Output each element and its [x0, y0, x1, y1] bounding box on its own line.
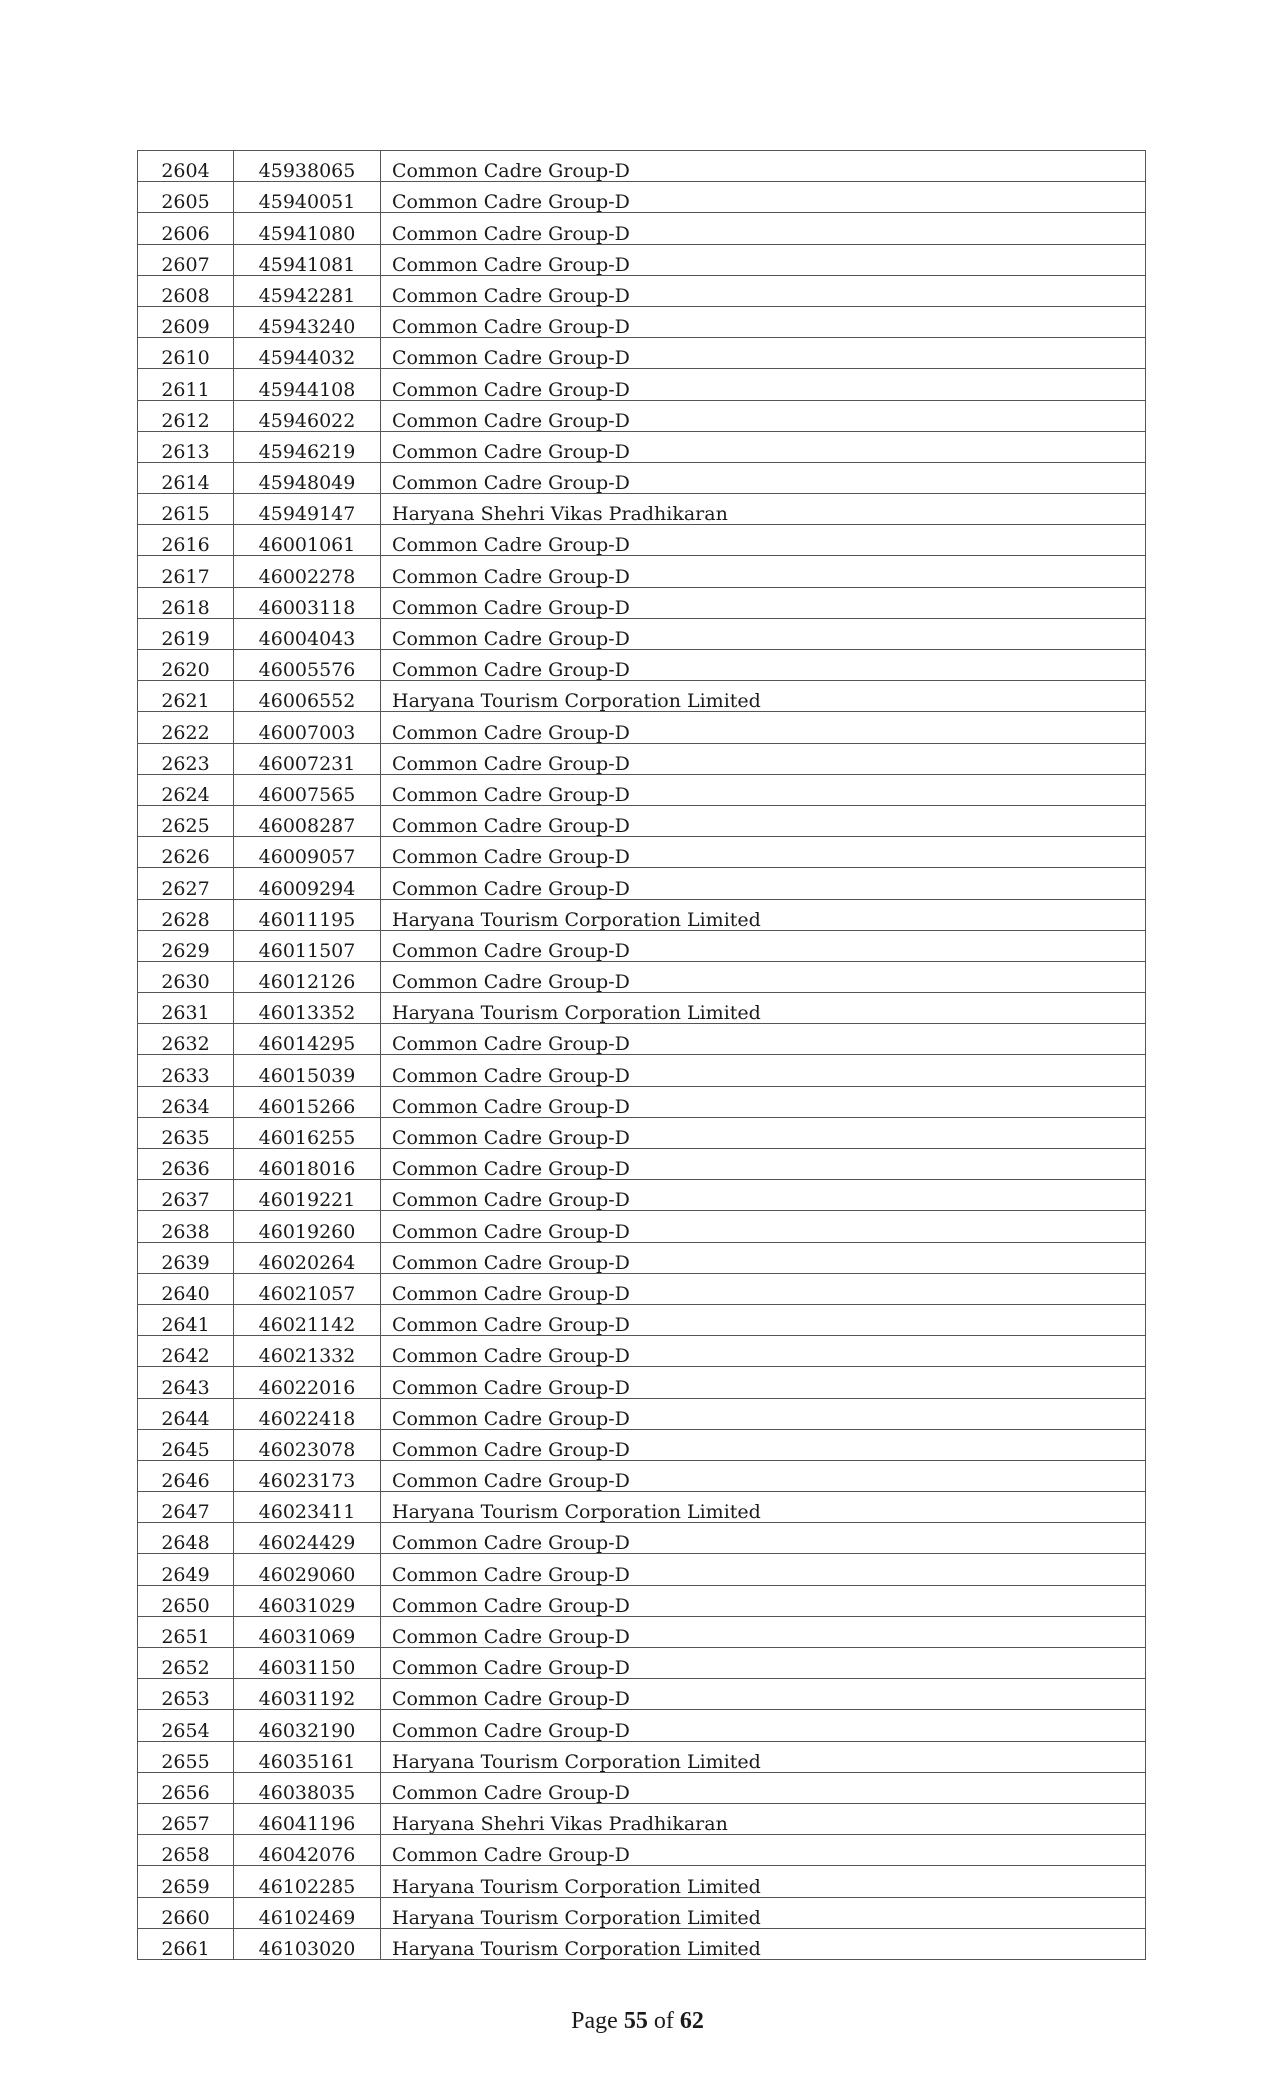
table-row	[138, 1679, 1146, 1710]
table-row	[138, 1304, 1146, 1335]
department-cell: Common Cadre Group-D	[381, 743, 1146, 774]
roll-number-cell: 46016255	[234, 1117, 381, 1148]
table-row	[138, 1367, 1146, 1398]
department-cell: Common Cadre Group-D	[381, 1024, 1146, 1055]
department-cell: Common Cadre Group-D	[381, 1336, 1146, 1367]
serial-number-cell: 2638	[138, 1211, 234, 1242]
serial-number-cell: 2651	[138, 1616, 234, 1647]
roll-number-cell: 46021332	[234, 1336, 381, 1367]
roll-number-cell: 46003118	[234, 587, 381, 618]
table-row	[138, 930, 1146, 961]
department-cell: Common Cadre Group-D	[381, 1242, 1146, 1273]
serial-number-cell: 2631	[138, 993, 234, 1024]
department-cell: Common Cadre Group-D	[381, 805, 1146, 836]
roll-number-cell: 46015266	[234, 1086, 381, 1117]
roll-number-cell: 46007565	[234, 774, 381, 805]
roll-number-cell: 45943240	[234, 306, 381, 337]
table-row	[138, 1897, 1146, 1928]
roll-number-cell: 46001061	[234, 525, 381, 556]
department-cell: Common Cadre Group-D	[381, 1117, 1146, 1148]
table-row	[138, 868, 1146, 899]
roll-number-cell: 46014295	[234, 1024, 381, 1055]
department-cell: Common Cadre Group-D	[381, 1616, 1146, 1647]
page-label: Page	[571, 2008, 618, 2034]
table-row	[138, 1055, 1146, 1086]
department-cell: Common Cadre Group-D	[381, 244, 1146, 275]
table-row	[138, 525, 1146, 556]
serial-number-cell: 2613	[138, 431, 234, 462]
table-row	[138, 1460, 1146, 1491]
serial-number-cell: 2607	[138, 244, 234, 275]
roll-number-cell: 46009057	[234, 837, 381, 868]
page-footer	[0, 2008, 1275, 2035]
roll-number-cell: 46007231	[234, 743, 381, 774]
roll-number-cell: 46009294	[234, 868, 381, 899]
department-cell: Haryana Tourism Corporation Limited	[381, 1866, 1146, 1897]
serial-number-cell: 2636	[138, 1149, 234, 1180]
department-cell: Common Cadre Group-D	[381, 431, 1146, 462]
department-cell: Common Cadre Group-D	[381, 1429, 1146, 1460]
serial-number-cell: 2632	[138, 1024, 234, 1055]
serial-number-cell: 2625	[138, 805, 234, 836]
roll-number-cell: 46031150	[234, 1648, 381, 1679]
roll-number-cell: 46005576	[234, 650, 381, 681]
roll-number-cell: 46002278	[234, 556, 381, 587]
serial-number-cell: 2659	[138, 1866, 234, 1897]
table-row	[138, 618, 1146, 649]
serial-number-cell: 2660	[138, 1897, 234, 1928]
roll-number-cell: 46035161	[234, 1741, 381, 1772]
department-cell: Common Cadre Group-D	[381, 182, 1146, 213]
roll-number-cell: 46013352	[234, 993, 381, 1024]
table-row	[138, 743, 1146, 774]
department-cell: Common Cadre Group-D	[381, 961, 1146, 992]
serial-number-cell: 2611	[138, 369, 234, 400]
roll-number-cell: 45941080	[234, 213, 381, 244]
serial-number-cell: 2653	[138, 1679, 234, 1710]
department-cell: Haryana Tourism Corporation Limited	[381, 681, 1146, 712]
roll-number-cell: 46015039	[234, 1055, 381, 1086]
department-cell: Common Cadre Group-D	[381, 1554, 1146, 1585]
roll-number-cell: 45948049	[234, 462, 381, 493]
table-row	[138, 1523, 1146, 1554]
serial-number-cell: 2614	[138, 462, 234, 493]
table-row	[138, 1429, 1146, 1460]
department-cell: Haryana Tourism Corporation Limited	[381, 1741, 1146, 1772]
serial-number-cell: 2623	[138, 743, 234, 774]
serial-number-cell: 2604	[138, 151, 234, 182]
serial-number-cell: 2634	[138, 1086, 234, 1117]
department-cell: Common Cadre Group-D	[381, 338, 1146, 369]
table-row	[138, 1180, 1146, 1211]
department-cell: Haryana Tourism Corporation Limited	[381, 1897, 1146, 1928]
table-row	[138, 369, 1146, 400]
department-cell: Common Cadre Group-D	[381, 1679, 1146, 1710]
serial-number-cell: 2657	[138, 1803, 234, 1834]
roll-number-cell: 46004043	[234, 618, 381, 649]
serial-number-cell: 2612	[138, 400, 234, 431]
table-row	[138, 182, 1146, 213]
roll-number-cell: 45946022	[234, 400, 381, 431]
serial-number-cell: 2621	[138, 681, 234, 712]
department-cell: Common Cadre Group-D	[381, 1086, 1146, 1117]
roll-number-cell: 46019260	[234, 1211, 381, 1242]
serial-number-cell: 2606	[138, 213, 234, 244]
table-row	[138, 1086, 1146, 1117]
serial-number-cell: 2645	[138, 1429, 234, 1460]
roll-number-cell: 46023173	[234, 1460, 381, 1491]
serial-number-cell: 2615	[138, 494, 234, 525]
serial-number-cell: 2630	[138, 961, 234, 992]
table-row	[138, 837, 1146, 868]
table-row	[138, 275, 1146, 306]
roll-number-cell: 45938065	[234, 151, 381, 182]
department-cell: Common Cadre Group-D	[381, 1585, 1146, 1616]
table-row	[138, 1928, 1146, 1959]
roll-number-cell: 46103020	[234, 1928, 381, 1959]
roll-number-cell: 46020264	[234, 1242, 381, 1273]
department-cell: Haryana Tourism Corporation Limited	[381, 1928, 1146, 1959]
department-cell: Common Cadre Group-D	[381, 1180, 1146, 1211]
serial-number-cell: 2649	[138, 1554, 234, 1585]
roll-number-cell: 45940051	[234, 182, 381, 213]
roll-number-cell: 46102285	[234, 1866, 381, 1897]
roll-number-cell: 46031192	[234, 1679, 381, 1710]
results-table-body	[138, 151, 1146, 1960]
serial-number-cell: 2656	[138, 1772, 234, 1803]
roll-number-cell: 45944032	[234, 338, 381, 369]
roll-number-cell: 46031069	[234, 1616, 381, 1647]
serial-number-cell: 2646	[138, 1460, 234, 1491]
table-row	[138, 587, 1146, 618]
roll-number-cell: 46023411	[234, 1492, 381, 1523]
department-cell: Haryana Tourism Corporation Limited	[381, 899, 1146, 930]
table-row	[138, 462, 1146, 493]
serial-number-cell: 2619	[138, 618, 234, 649]
department-cell: Common Cadre Group-D	[381, 1648, 1146, 1679]
roll-number-cell: 46011507	[234, 930, 381, 961]
table-row	[138, 1585, 1146, 1616]
roll-number-cell: 46021142	[234, 1304, 381, 1335]
department-cell: Common Cadre Group-D	[381, 1273, 1146, 1304]
serial-number-cell: 2655	[138, 1741, 234, 1772]
department-cell: Common Cadre Group-D	[381, 1523, 1146, 1554]
serial-number-cell: 2628	[138, 899, 234, 930]
department-cell: Common Cadre Group-D	[381, 712, 1146, 743]
roll-number-cell: 46038035	[234, 1772, 381, 1803]
table-row	[138, 1024, 1146, 1055]
table-row	[138, 1149, 1146, 1180]
department-cell: Common Cadre Group-D	[381, 1211, 1146, 1242]
roll-number-cell: 46102469	[234, 1897, 381, 1928]
roll-number-cell: 45941081	[234, 244, 381, 275]
serial-number-cell: 2644	[138, 1398, 234, 1429]
table-row	[138, 244, 1146, 275]
department-cell: Common Cadre Group-D	[381, 525, 1146, 556]
table-row	[138, 961, 1146, 992]
table-row	[138, 400, 1146, 431]
table-row	[138, 1492, 1146, 1523]
roll-number-cell: 46012126	[234, 961, 381, 992]
table-row	[138, 681, 1146, 712]
department-cell: Common Cadre Group-D	[381, 1835, 1146, 1866]
serial-number-cell: 2637	[138, 1180, 234, 1211]
serial-number-cell: 2650	[138, 1585, 234, 1616]
department-cell: Common Cadre Group-D	[381, 650, 1146, 681]
roll-number-cell: 45942281	[234, 275, 381, 306]
page-of-label: of	[653, 2008, 674, 2034]
department-cell: Common Cadre Group-D	[381, 1149, 1146, 1180]
table-row	[138, 431, 1146, 462]
roll-number-cell: 46006552	[234, 681, 381, 712]
serial-number-cell: 2654	[138, 1710, 234, 1741]
serial-number-cell: 2641	[138, 1304, 234, 1335]
table-row	[138, 805, 1146, 836]
department-cell: Haryana Shehri Vikas Pradhikaran	[381, 1803, 1146, 1834]
roll-number-cell: 46007003	[234, 712, 381, 743]
roll-number-cell: 46032190	[234, 1710, 381, 1741]
department-cell: Common Cadre Group-D	[381, 930, 1146, 961]
department-cell: Common Cadre Group-D	[381, 1055, 1146, 1086]
department-cell: Common Cadre Group-D	[381, 462, 1146, 493]
department-cell: Common Cadre Group-D	[381, 868, 1146, 899]
serial-number-cell: 2640	[138, 1273, 234, 1304]
table-row	[138, 774, 1146, 805]
roll-number-cell: 46018016	[234, 1149, 381, 1180]
table-row	[138, 993, 1146, 1024]
department-cell: Common Cadre Group-D	[381, 587, 1146, 618]
roll-number-cell: 46019221	[234, 1180, 381, 1211]
serial-number-cell: 2647	[138, 1492, 234, 1523]
roll-number-cell: 46022016	[234, 1367, 381, 1398]
department-cell: Common Cadre Group-D	[381, 213, 1146, 244]
serial-number-cell: 2605	[138, 182, 234, 213]
roll-number-cell: 46008287	[234, 805, 381, 836]
department-cell: Common Cadre Group-D	[381, 369, 1146, 400]
serial-number-cell: 2610	[138, 338, 234, 369]
department-cell: Common Cadre Group-D	[381, 1460, 1146, 1491]
department-cell: Common Cadre Group-D	[381, 1772, 1146, 1803]
department-cell: Common Cadre Group-D	[381, 1710, 1146, 1741]
serial-number-cell: 2609	[138, 306, 234, 337]
table-row	[138, 899, 1146, 930]
table-row	[138, 1211, 1146, 1242]
serial-number-cell: 2642	[138, 1336, 234, 1367]
department-cell: Common Cadre Group-D	[381, 151, 1146, 182]
serial-number-cell: 2608	[138, 275, 234, 306]
table-row	[138, 556, 1146, 587]
department-cell: Common Cadre Group-D	[381, 837, 1146, 868]
roll-number-cell: 45944108	[234, 369, 381, 400]
department-cell: Haryana Shehri Vikas Pradhikaran	[381, 494, 1146, 525]
table-row	[138, 1866, 1146, 1897]
serial-number-cell: 2652	[138, 1648, 234, 1679]
department-cell: Common Cadre Group-D	[381, 618, 1146, 649]
serial-number-cell: 2618	[138, 587, 234, 618]
table-row	[138, 1772, 1146, 1803]
table-row	[138, 712, 1146, 743]
department-cell: Common Cadre Group-D	[381, 1367, 1146, 1398]
roll-number-cell: 46024429	[234, 1523, 381, 1554]
serial-number-cell: 2633	[138, 1055, 234, 1086]
table-row	[138, 213, 1146, 244]
page-number: 55	[623, 2008, 648, 2034]
table-row	[138, 306, 1146, 337]
table-row	[138, 1117, 1146, 1148]
roll-number-cell: 46031029	[234, 1585, 381, 1616]
table-row	[138, 1398, 1146, 1429]
page-total: 62	[679, 2008, 704, 2034]
table-row	[138, 1336, 1146, 1367]
serial-number-cell: 2658	[138, 1835, 234, 1866]
department-cell: Common Cadre Group-D	[381, 306, 1146, 337]
serial-number-cell: 2629	[138, 930, 234, 961]
department-cell: Common Cadre Group-D	[381, 556, 1146, 587]
roll-number-cell: 46029060	[234, 1554, 381, 1585]
roll-number-cell: 46011195	[234, 899, 381, 930]
department-cell: Common Cadre Group-D	[381, 1304, 1146, 1335]
table-row	[138, 1242, 1146, 1273]
serial-number-cell: 2617	[138, 556, 234, 587]
table-row	[138, 1554, 1146, 1585]
table-row	[138, 151, 1146, 182]
department-cell: Common Cadre Group-D	[381, 774, 1146, 805]
department-cell: Haryana Tourism Corporation Limited	[381, 1492, 1146, 1523]
serial-number-cell: 2624	[138, 774, 234, 805]
table-row	[138, 1616, 1146, 1647]
serial-number-cell: 2627	[138, 868, 234, 899]
roll-number-cell: 45946219	[234, 431, 381, 462]
table-row	[138, 1273, 1146, 1304]
table-row	[138, 1710, 1146, 1741]
table-row	[138, 494, 1146, 525]
department-cell: Haryana Tourism Corporation Limited	[381, 993, 1146, 1024]
serial-number-cell: 2616	[138, 525, 234, 556]
serial-number-cell: 2643	[138, 1367, 234, 1398]
roll-number-cell: 45949147	[234, 494, 381, 525]
serial-number-cell: 2635	[138, 1117, 234, 1148]
serial-number-cell: 2639	[138, 1242, 234, 1273]
roll-number-cell: 46022418	[234, 1398, 381, 1429]
department-cell: Common Cadre Group-D	[381, 275, 1146, 306]
roll-number-cell: 46041196	[234, 1803, 381, 1834]
table-row	[138, 1648, 1146, 1679]
table-row	[138, 1741, 1146, 1772]
serial-number-cell: 2622	[138, 712, 234, 743]
roll-number-cell: 46023078	[234, 1429, 381, 1460]
results-table	[137, 150, 1146, 1960]
roll-number-cell: 46021057	[234, 1273, 381, 1304]
table-row	[138, 1835, 1146, 1866]
department-cell: Common Cadre Group-D	[381, 400, 1146, 431]
department-cell: Common Cadre Group-D	[381, 1398, 1146, 1429]
serial-number-cell: 2620	[138, 650, 234, 681]
table-row	[138, 1803, 1146, 1834]
table-row	[138, 338, 1146, 369]
serial-number-cell: 2626	[138, 837, 234, 868]
serial-number-cell: 2648	[138, 1523, 234, 1554]
roll-number-cell: 46042076	[234, 1835, 381, 1866]
serial-number-cell: 2661	[138, 1928, 234, 1959]
table-row	[138, 650, 1146, 681]
